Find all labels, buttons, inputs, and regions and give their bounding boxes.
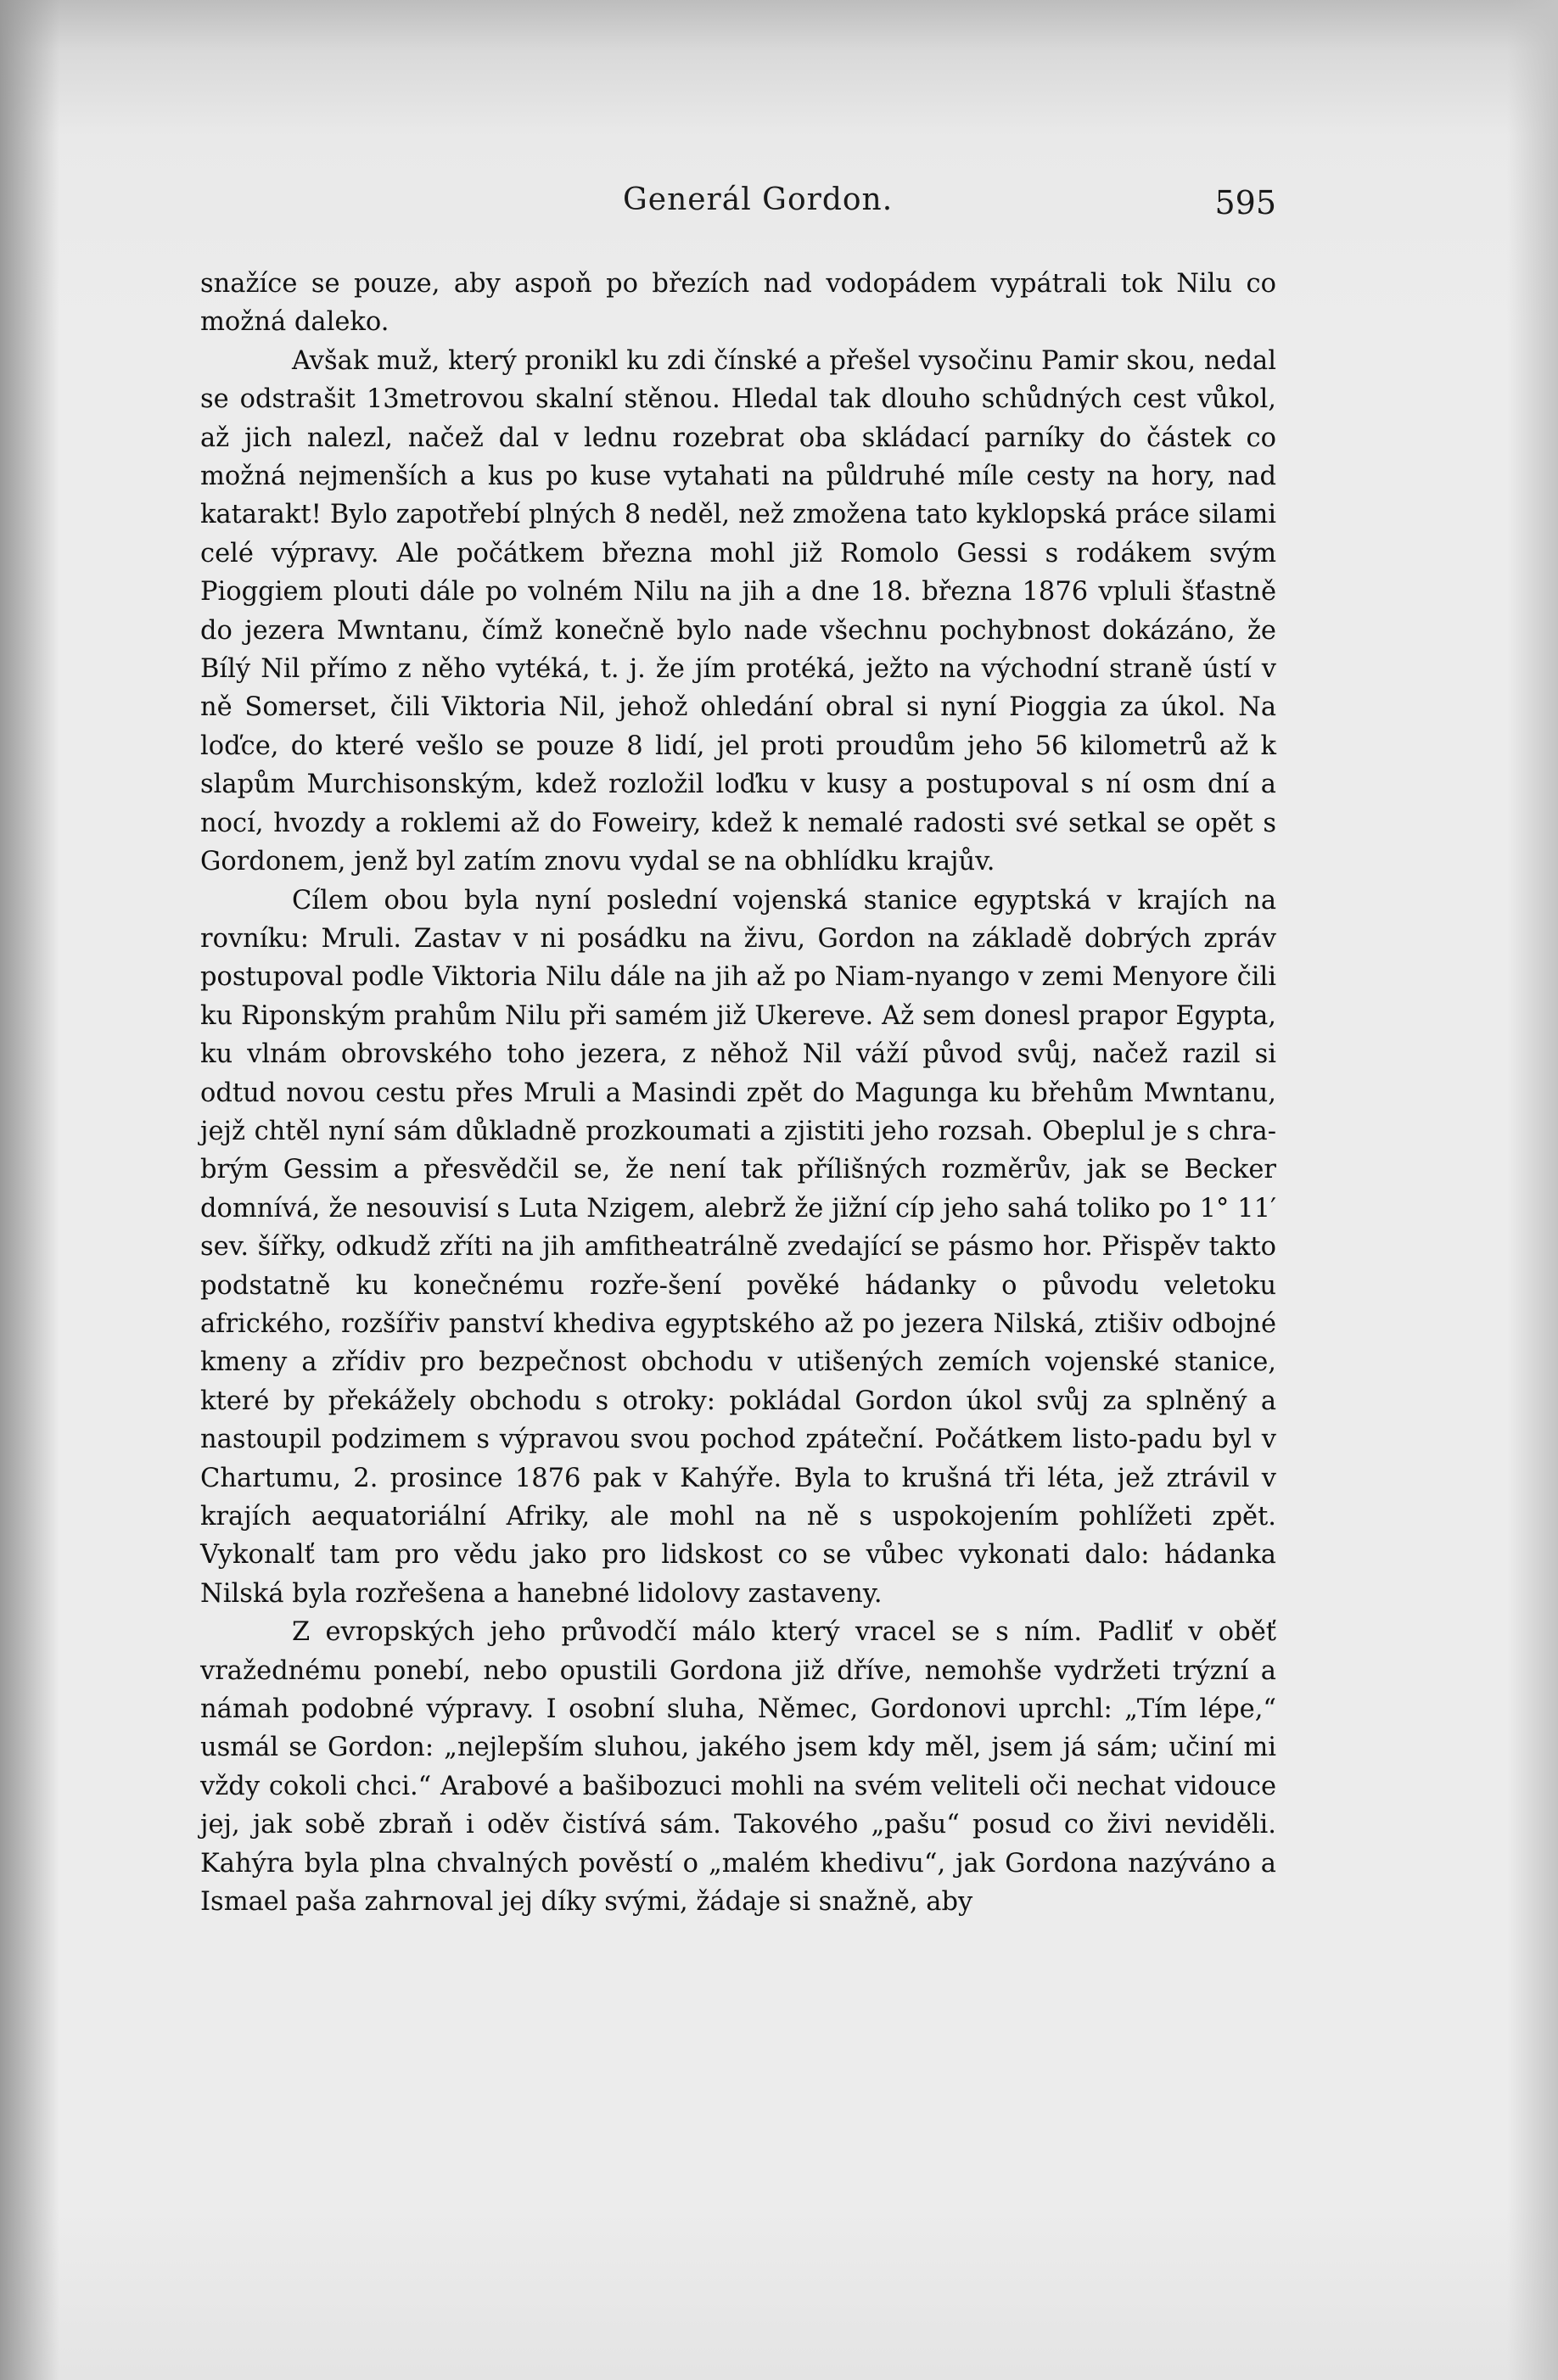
- body-text: [200, 265, 1276, 1921]
- paragraph-continuation: snažíce se pouze, aby aspoň po březích nad vodopádem vypátrali tok Nilu co možná daleko.: [200, 269, 1276, 338]
- paragraph-european-companions: Z evropských jeho průvodčí málo který vracel se s ním. Padliť v oběť vražednému ponebí, nebo opustili Gordona již dříve, nemohše vydržeti trýzní a námah podobné výpravy. I osobní sluha, Němec, Gordonovi uprchl: „Tím lépe,“ usmál se Gordon: „nejlepším sluhou, jakého jsem kdy měl, jsem já sám; učiní mi vždy cokoli chci.“ Arabové a bašibozuci mohli na svém veliteli oči nechat vidouce jej, jak sobě zbraň i oděv čistívá sám. Takového „pašu“ posud co živi neviděli. Kahýra byla plna chvalných pověstí o „malém khedivu“, jak Gordona nazýváno a Ismael paša zahrnoval jej díky svými, žádaje si snažně, aby: [200, 1617, 1276, 1918]
- running-title: Generál Gordon.: [623, 182, 894, 217]
- paragraph-mruli-expedition: Cílem obou byla nyní poslední vojenská stanice egyptská v krajích na rovníku: Mruli. Zastav v ni posádku na živu, Gordon na základě dobrých zpráv postupoval podle Viktoria Nilu dále na jih až po Niam-nyango v zemi Menyore čili ku Riponským prahům Nilu při samém již Ukereve. Až sem donesl prapor Egypta, ku vlnám obrovského toho jezera, z něhož Nil váží původ svůj, načež razil si odtud novou cestu přes Mruli a Masindi zpět do Magunga ku břehům Mwntanu, jejž chtěl nyní sám důkladně prozkoumati a zjistiti jeho rozsah. Obeplul je s chra-brým Gessim a přesvědčil se, že není tak přílišných rozměrův, jak se Becker domnívá, že nesouvisí s Luta Nzigem, alebrž že jižní cíp jeho sahá toliko po 1° 11′ sev. šířky, odkudž zříti na jih amfitheatrálně zvedající se pásmo hor. Přispěv takto podstatně ku konečnému rozře-šení pověké hádanky o původu veletoku afrického, rozšířiv panství khediva egyptského až po jezera Nilská, ztišiv odbojné kmeny a zřídiv pro bezpečnost obchodu v utišených zemích vojenské stanice, které by překážely obchodu s otroky: pokládal Gordon úkol svůj za splněný a nastoupil podzimem s výpravou svou pochod zpáteční. Počátkem listo-padu byl v Chartumu, 2. prosince 1876 pak v Kahýře. Byla to krušná tři léta, jež ztrávil v krajích aequatoriální Afriky, ale mohl na ně s uspokojením pohlížeti zpět. Vykonalť tam pro vědu jako pro lidskost co se vůbec vykonati dalo: hádanka Nilská byla rozřešena a hanebné lidolovy zastaveny.: [200, 885, 1276, 1609]
- paragraph-pamir-cataract: Avšak muž, který pronikl ku zdi čínské a přešel vysočinu Pamir skou, nedal se odstrašit 13metrovou skalní stěnou. Hledal tak dlouho schůdných cest vůkol, až jich nalezl, načež dal v lednu rozebrat oba skládací parníky do částek co možná nejmenších a kus po kuse vytahati na půldruhé míle cesty na hory, nad katarakt! Bylo zapotřebí plných 8 neděl, než zmožena tato kyklopská práce silami celé výpravy. Ale počátkem března mohl již Romolo Gessi s rodákem svým Pioggiem plouti dále po volném Nilu na jih a dne 18. března 1876 vpluli šťastně do jezera Mwntanu, čímž konečně bylo nade všechnu pochybnost dokázáno, že Bílý Nil přímo z něho vytéká, t. j. že jím protéká, ježto na východní straně ústí v ně Somerset, čili Viktoria Nil, jehož ohledání obral si nyní Pioggia za úkol. Na loďce, do které vešlo se pouze 8 lidí, jel proti proudům jeho 56 kilometrů až k slapům Murchisonským, kdež rozložil loďku v kusy a postupoval s ní osm dní a nocí, hvozdy a roklemi až do Foweiry, kdež k nemalé radosti své setkal se opět s Gordonem, jenž byl zatím znovu vydal se na obhlídku krajův.: [200, 345, 1276, 877]
- page-header: [200, 182, 1276, 233]
- page-number: 595: [1214, 184, 1276, 221]
